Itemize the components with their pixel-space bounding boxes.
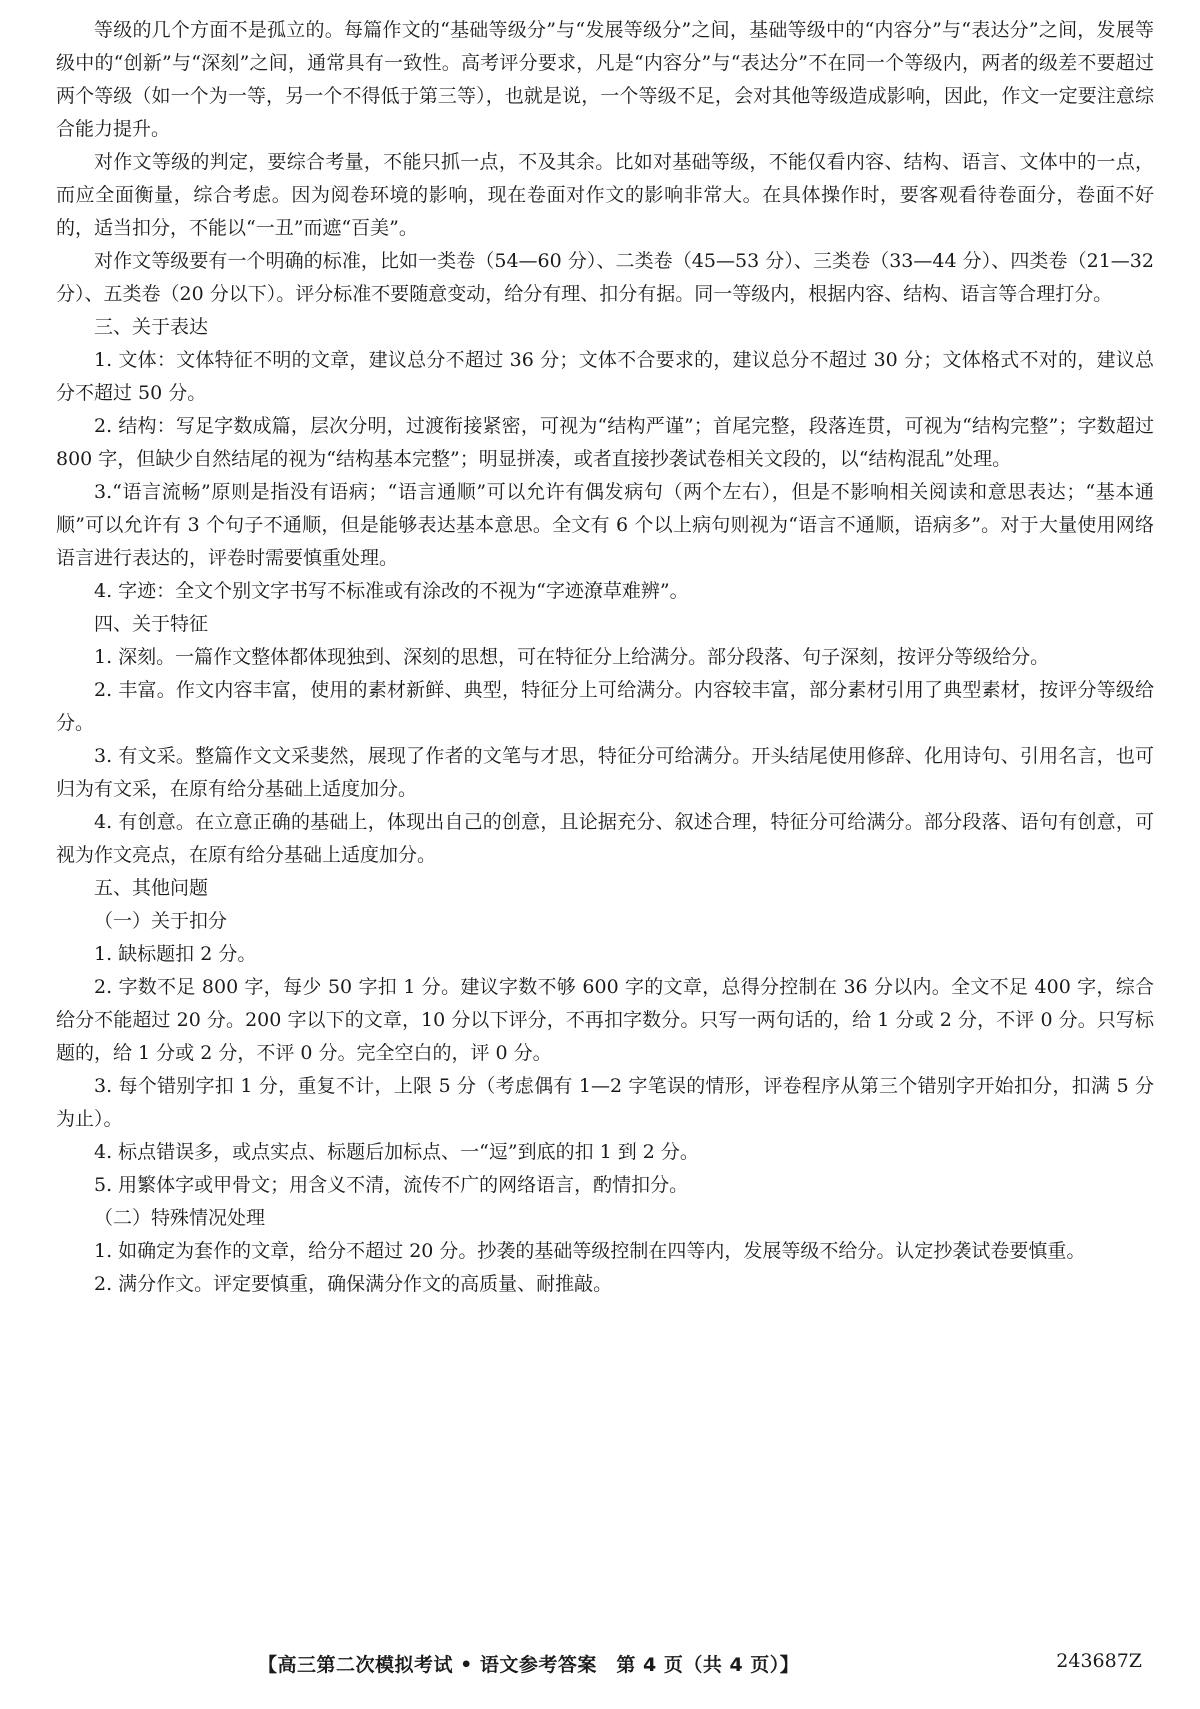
item-handwriting: 4. 字迹：全文个别文字书写不标准或有涂改的不视为“字迹潦草难辨”。 [94,580,689,602]
item-richness: 2. 丰富。作文内容丰富，使用的素材新鲜、典型，特征分上可给满分。内容较丰富，部分素材引用了典型素材，按评分等级给分。 [56,679,1154,734]
document-code: 243687Z [1056,1650,1142,1672]
item-missing-title: 1. 缺标题扣 2 分。 [94,943,257,965]
item-depth: 1. 深刻。一篇作文整体都体现独到、深刻的思想，可在特征分上给满分。部分段落、句子深刻，按评分等级给分。 [94,646,1050,668]
item-language: 3.“语言流畅”原则是指没有语病；“语言通顺”可以允许有偶发病句（两个左右），但是不影响相关阅读和意思表达；“基本通顺”可以允许有 3 个句子不通顺，但是能够表达基本意思。全文有 6 个以上病句则视为“语言不通顺，语病多”。对于大量使用网络语言进行表达的，评卷时需要慎重处理。 [56,481,1154,569]
item-typos: 3. 每个错别字扣 1 分，重复不计，上限 5 分（考虑偶有 1—2 字笔误的情形，评卷程序从第三个错别字开始扣分，扣满 5 分为止）。 [56,1075,1154,1130]
item-literary-grace: 3. 有文采。整篇作文文采斐然，展现了作者的文笔与才思，特征分可给满分。开头结尾使用修辞、化用诗句、引用名言，也可归为有文采，在原有给分基础上适度加分。 [56,745,1154,800]
paragraph-grading-consistency: 等级的几个方面不是孤立的。每篇作文的“基础等级分”与“发展等级分”之间，基础等级中的“内容分”与“表达分”之间，发展等级中的“创新”与“深刻”之间，通常具有一致性。高考评分要求，凡是“内容分”与“表达分”不在同一个等级内，两者的级差不要超过两个等级（如一个为一等，另一个不得低于第三等），也就是说，一个等级不足，会对其他等级造成影响，因此，作文一定要注意综合能力提升。 [56,19,1154,140]
item-word-count: 2. 字数不足 800 字，每少 50 字扣 1 分。建议字数不够 600 字的文章，总得分控制在 36 分以内。全文不足 400 字，综合给分不能超过 20 分。200 字以下的文章，10 分以下评分，不再扣字数分。只写一两句话的，给 1 分或 2 分，不评 0 分。只写标题的，给 1 分或 2 分，不评 0 分。完全空白的，评 0 分。 [56,976,1154,1064]
document-body [56,14,1154,1301]
subsection-heading-special-cases: （二）特殊情况处理 [94,1207,266,1229]
section-heading-other-issues: 五、其他问题 [94,877,209,899]
item-genre: 1. 文体：文体特征不明的文章，建议总分不超过 36 分；文体不合要求的，建议总分不超过 30 分；文体格式不对的，建议总分不超过 50 分。 [56,349,1154,404]
section-heading-features: 四、关于特征 [94,613,209,635]
section-heading-expression: 三、关于表达 [94,316,209,338]
item-plagiarism: 1. 如确定为套作的文章，给分不超过 20 分。抄袭的基础等级控制在四等内，发展等级不给分。认定抄袭试卷要慎重。 [94,1240,1086,1262]
item-punctuation: 4. 标点错误多，或点实点、标题后加标点、一“逗”到底的扣 1 到 2 分。 [94,1141,699,1163]
page-footer [0,1650,1200,1680]
item-full-marks: 2. 满分作文。评定要慎重，确保满分作文的高质量、耐推敲。 [94,1273,613,1295]
subsection-heading-deductions: （一）关于扣分 [94,910,228,932]
item-creativity: 4. 有创意。在立意正确的基础上，体现出自己的创意，且论据充分、叙述合理，特征分可给满分。部分段落、语句有创意，可视为作文亮点，在原有给分基础上适度加分。 [56,811,1154,866]
item-structure: 2. 结构：写足字数成篇，层次分明，过渡衔接紧密，可视为“结构严谨”；首尾完整，段落连贯，可视为“结构完整”；字数超过 800 字，但缺少自然结尾的视为“结构基本完整”；明显拼凑，或者直接抄袭试卷相关文段的，以“结构混乱”处理。 [56,415,1154,470]
item-traditional-characters: 5. 用繁体字或甲骨文；用含义不清，流传不广的网络语言，酌情扣分。 [94,1174,689,1196]
footer-title: 【高三第二次模拟考试 • 语文参考答案 第 4 页（共 4 页）】 [258,1654,800,1676]
paragraph-grading-standard: 对作文等级要有一个明确的标准，比如一类卷（54—60 分）、二类卷（45—53 分）、三类卷（33—44 分）、四类卷（21—32 分）、五类卷（20 分以下）。评分标准不要随意变动，给分有理、扣分有据。同一等级内，根据内容、结构、语言等合理打分。 [56,250,1154,305]
paragraph-comprehensive-assessment: 对作文等级的判定，要综合考量，不能只抓一点，不及其余。比如对基础等级，不能仅看内容、结构、语言、文体中的一点，而应全面衡量，综合考虑。因为阅卷环境的影响，现在卷面对作文的影响非常大。在具体操作时，要客观看待卷面分，卷面不好的，适当扣分，不能以“一丑”而遮“百美”。 [56,151,1154,239]
